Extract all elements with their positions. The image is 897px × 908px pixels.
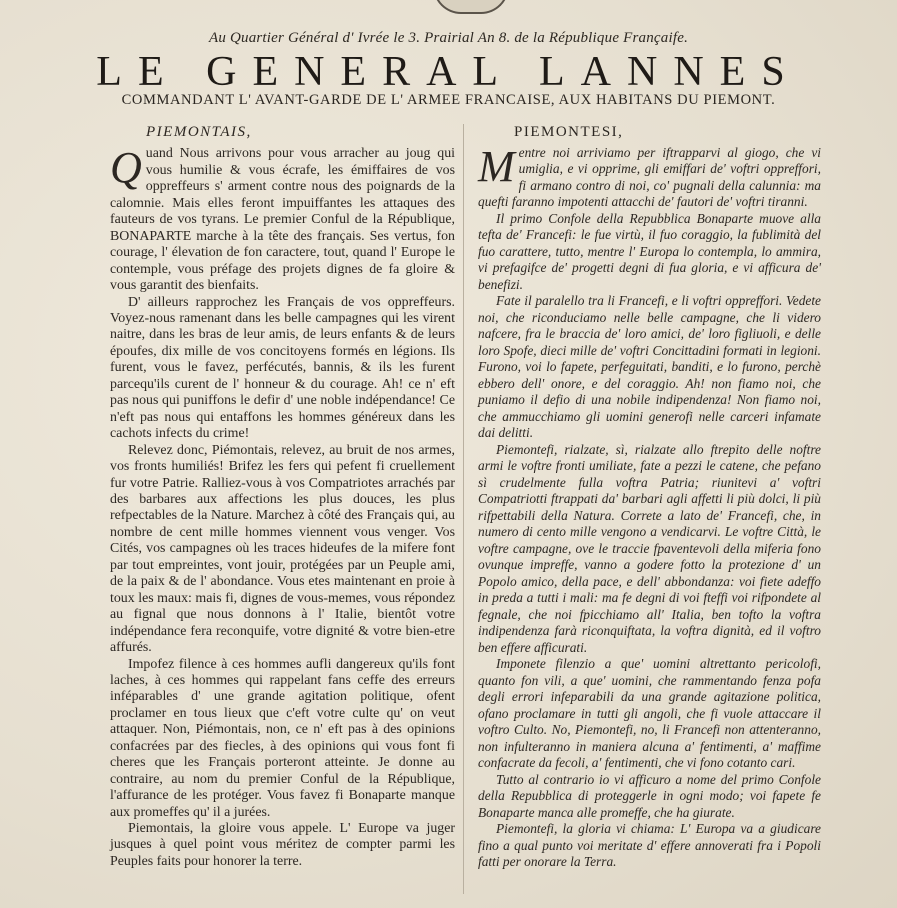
french-paragraph: D' ailleurs rapprochez les Français de vos oppreffeurs. Voyez-nous ramenant dans les belle campagnes qui les virent naitre, dans les bras de leur amis, de leurs enfants & de leurs époufes, dix mille de vos concitoyens formés en légions. Ils furent, vous le favez, perfécutés, bannis, & ils les furent parcequ'ils curent de l' honneur & du courage. Ah! ce n' eft pas nous qui puniffons le defir d' une noble indépendance! Ce n'eft pas nous qui entaffons les hommes généreux dans les cachots infects du crime! — [110, 294, 455, 442]
french-paragraph: Quand Nous arrivons pour vous arracher au joug qui vous humilie & vous écrafe, les émiffaires de vos oppreffeurs s' arment contre nous des poignards de la calomnie. Mais elles feront impuiffantes les attaques des fauteurs de vos tyrans. Le premier Conful de la République, BONAPARTE marche à la tête des français. Ses vertus, fon courage, l' élevation de fon caractere, tout, quand l' Europe le contemple, vous préfage des projets dignes de fa gloire & vous garantit des bienfaits. — [110, 143, 455, 294]
column-divider — [463, 124, 464, 894]
italian-dropcap: M — [478, 141, 515, 191]
french-paragraph: Impofez filence à ces hommes aufli dangereux qu'ils font laches, à ces hommes qui rappelant fans ceffe des erreurs inféparables d' une grande agitation politique, ofent proclamer en tous lieux que c'eft votre culte qu' on veut attaquer. Non, Piémontais, non, ce n' eft pas à des opinions confacrées par des fiecles, à des opinions qui vous font fi cheres que les Français porteront atteinte. Je donne au contraire, au nom du premier Conful de la République, l'affurance de les protéger. Vous favez fi Bonaparte manque aux promeffes qu' il a jurées. — [110, 656, 455, 820]
french-paragraph: Relevez donc, Piémontais, relevez, au bruit de nos armes, vos fronts humiliés! Brifez les fers qui pefent fi cruellement fur votre Patrie. Ralliez-vous à vos Compatriotes arrachés par des barbares aux affections les plus douces, les plus refpectables de la Nature. Marchez à côté des Français qui, au nombre de cent mille hommes viennent vous venger. Vos Cités, vos campagnes où les traces hideufes de la mifere font par tout empreintes, vont jouir, protégées par un Peuple ami, de la paix & de l' abondance. Vous etes maintenant en proie à toux les maux: mais fi, dignes de vous-memes, vous répondez au fignal que nous donnons à l' Italie, bientôt votre indépendance fera reconquife, votre dignité & votre bien-etre affurés. — [110, 442, 455, 656]
italian-paragraph: Mentre noi arriviamo per iftrapparvi al giogo, che vi umiglia, e vi opprime, gli emiffari de' voftri oppreffori, fi armano contro di noi, co' pugnali della calunnia: ma quefti faranno impotenti attacchi de' fautori de' voftri tiranni. — [478, 141, 821, 209]
french-heading: PIEMONTAIS, — [146, 124, 252, 140]
italian-heading: PIEMONTESI, — [514, 124, 624, 140]
page-subtitle: COMMANDANT L' AVANT-GARDE DE L' ARMEE FRANCAISE, AUX HABITANS DU PIEMONT. — [121, 92, 776, 108]
french-column — [110, 124, 455, 870]
italian-paragraph: Imponete filenzio a que' uomini altrettanto pericolofi, quanto fon vili, a que' uomini, che rammentando fenza pofa degli errori infeparabili da una grande agitazione politica, ofano proclamare in tutti gli angoli, che fi vuole attaccare il voftro Culto. No, Piemontefi, no, li Francefi non attenteranno, non infulteranno in maniera alcuna a' fentimenti, a' maffime confacrate da fecoli, a' fentimenti, che vi fono cotanto cari. — [478, 656, 821, 770]
italian-column — [478, 124, 821, 871]
page-title: LE GENERAL LANNES — [96, 49, 801, 95]
french-paragraph: Piemontais, la gloire vous appele. L' Europe va juger jusques à quel point vous méritez de compter parmi les Peuples faits pour honorer la terre. — [110, 821, 455, 869]
dateline: Au Quartier Général d' Ivrée le 3. Prairial An 8. de la République Françaife. — [208, 30, 689, 46]
italian-paragraph: Tutto al contrario io vi afficuro a nome del primo Confole della Repubblica di proteggerle in ogni modo; voi fapete fe Bonaparte manca alle promeffe, che ha giurate. — [478, 771, 821, 820]
italian-paragraph: Fate il paralello tra li Francefi, e li voftri oppreffori. Vedete noi, che riconduciamo nelle belle campagne, che li videro nafcere, fra le braccia de' loro amici, de' loro figliuoli, e delle loro Spofe, dieci mille de' voftri Concittadini formati in legioni. Furono, voi lo fapete, perfeguitati, banditi, e lo furono, perchè ebbero dell' onore, e del coraggio. Ah! non fiamo noi, che puniamo il defio di una nobile indipendenza! Non fiamo noi, che ammucchiamo gli uomini generofi nelle carceri infamate dai delitti. — [478, 293, 821, 440]
italian-paragraph: Piemontefi, la gloria vi chiama: L' Europa va a giudicare fino a qual punto voi meritate d' effere annoverati fra i Popoli fatti per onorare la Terra. — [478, 821, 821, 869]
seal-emblem — [433, 0, 509, 14]
italian-paragraph: Il primo Confole della Repubblica Bonaparte muove alla tefta de' Francefi: le fue virtù, il fuo coraggio, la fublimità del fuo carattere, tutto, mentre l' Europa lo contempla, lo ammira, vi prefagifce de' progetti degni di fua gloria, e vi afficura de' benefizi. — [478, 210, 821, 292]
french-dropcap: Q — [110, 143, 142, 193]
italian-paragraph: Piemontefi, rialzate, sì, rialzate allo ftrepito delle noftre armi le voftre fronti umiliate, fate a pezzi le catene, che pefano sì crudelmente fulla voftra Patria; riunitevi a' voftri Compatriotti ftrappati da' barbari agli affetti li più dolci, li più rifpettabili della Natura. Correte a lato de' Francefi, che, in numero di cento mille vengono a vendicarvi. Le voftre Città, le voftre campagne, ove le traccie fpaventevoli della miferia fono ovunque impreffe, vanno a godere fotto la protezione d' un Popolo amico, della pace, e dell' abbondanza: voi fiete adeffo in preda a tutti i mali: ma fe degni di voi fteffi voi rifpondete al fegnale, che noi fpicchiamo all' Italia, ben tofto la voftra indipendenza farà riconquiftata, la voftra dignità, ed il voftro ben effere afficurati. — [478, 441, 821, 655]
